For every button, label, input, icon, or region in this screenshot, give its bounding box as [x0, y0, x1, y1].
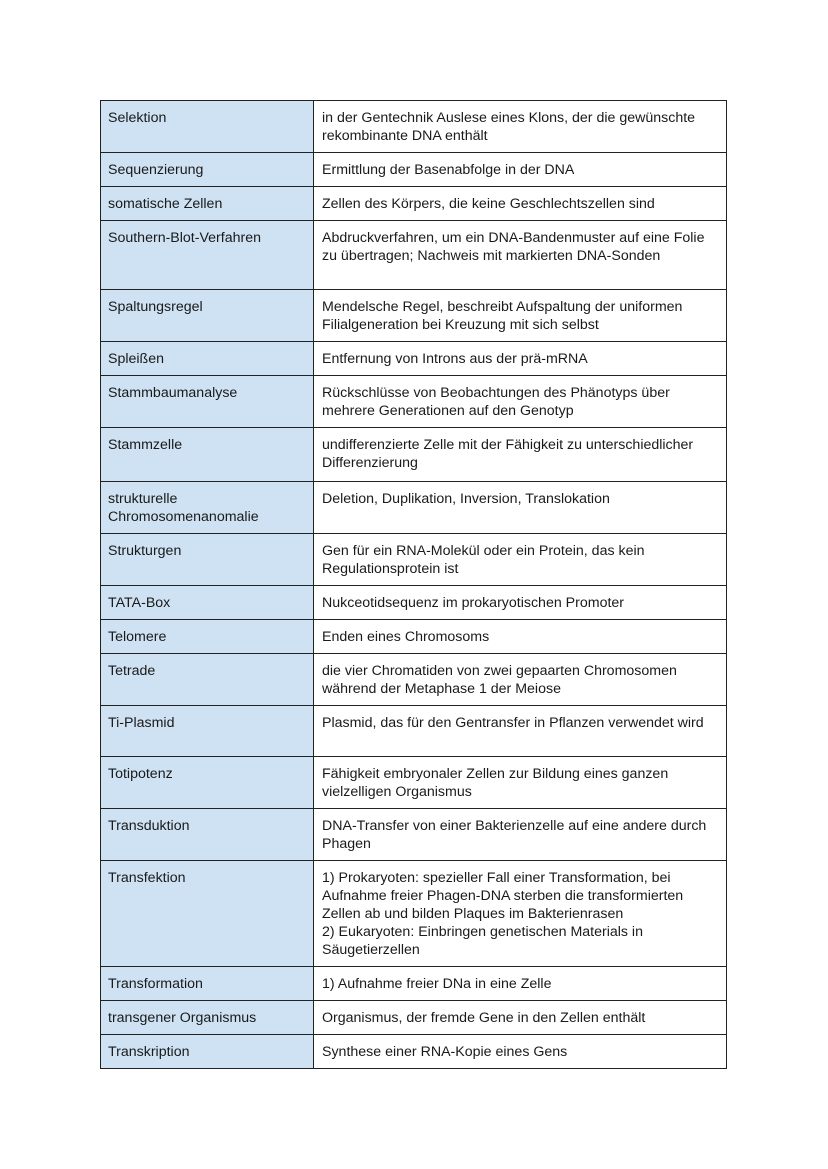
glossary-definition: 1) Prokaryoten: spezieller Fall einer Transformation, bei Aufnahme freier Phagen-DNA sterben die transformierten Zellen ab und bilden Plaques im Bakterienrasen 2) Eukaryoten: Einbringen genetischen Materials in Säugetierzellen	[314, 861, 727, 967]
glossary-term: Selektion	[101, 101, 314, 153]
table-row	[101, 290, 727, 342]
table-row	[101, 706, 727, 757]
glossary-definition: Fähigkeit embryonaler Zellen zur Bildung eines ganzen vielzelligen Organismus	[314, 757, 727, 809]
table-row	[101, 620, 727, 654]
table-row	[101, 101, 727, 153]
table-row	[101, 654, 727, 706]
table-row	[101, 187, 727, 221]
table-row	[101, 482, 727, 534]
glossary-term: strukturelle Chromosomenanomalie	[101, 482, 314, 534]
glossary-term: Totipotenz	[101, 757, 314, 809]
glossary-term: Strukturgen	[101, 534, 314, 586]
table-row	[101, 428, 727, 482]
glossary-term: Ti-Plasmid	[101, 706, 314, 757]
table-row	[101, 1035, 727, 1069]
table-row	[101, 861, 727, 967]
glossary-term: Transduktion	[101, 809, 314, 861]
table-row	[101, 221, 727, 290]
glossary-term: Stammbaumanalyse	[101, 376, 314, 428]
glossary-term: TATA-Box	[101, 586, 314, 620]
glossary-table	[100, 100, 727, 1069]
glossary-term: Sequenzierung	[101, 153, 314, 187]
glossary-term: Transkription	[101, 1035, 314, 1069]
glossary-term: Telomere	[101, 620, 314, 654]
glossary-definition: Mendelsche Regel, beschreibt Aufspaltung der uniformen Filialgeneration bei Kreuzung mit sich selbst	[314, 290, 727, 342]
glossary-definition: Zellen des Körpers, die keine Geschlechtszellen sind	[314, 187, 727, 221]
table-row	[101, 153, 727, 187]
glossary-definition: Entfernung von Introns aus der prä-mRNA	[314, 342, 727, 376]
table-row	[101, 1001, 727, 1035]
glossary-definition: Rückschlüsse von Beobachtungen des Phänotyps über mehrere Generationen auf den Genotyp	[314, 376, 727, 428]
table-row	[101, 757, 727, 809]
glossary-definition: Deletion, Duplikation, Inversion, Translokation	[314, 482, 727, 534]
glossary-term: Tetrade	[101, 654, 314, 706]
glossary-definition: die vier Chromatiden von zwei gepaarten Chromosomen während der Metaphase 1 der Meiose	[314, 654, 727, 706]
table-row	[101, 534, 727, 586]
glossary-definition: Gen für ein RNA-Molekül oder ein Protein, das kein Regulationsprotein ist	[314, 534, 727, 586]
glossary-definition: Plasmid, das für den Gentransfer in Pflanzen verwendet wird	[314, 706, 727, 757]
table-row	[101, 342, 727, 376]
table-row	[101, 967, 727, 1001]
glossary-term: somatische Zellen	[101, 187, 314, 221]
table-row	[101, 376, 727, 428]
glossary-definition: DNA-Transfer von einer Bakterienzelle auf eine andere durch Phagen	[314, 809, 727, 861]
glossary-definition: Ermittlung der Basenabfolge in der DNA	[314, 153, 727, 187]
glossary-definition: Synthese einer RNA-Kopie eines Gens	[314, 1035, 727, 1069]
table-row	[101, 809, 727, 861]
glossary-term: Transformation	[101, 967, 314, 1001]
glossary-term: transgener Organismus	[101, 1001, 314, 1035]
glossary-definition: in der Gentechnik Auslese eines Klons, der die gewünschte rekombinante DNA enthält	[314, 101, 727, 153]
table-row	[101, 586, 727, 620]
glossary-term: Spleißen	[101, 342, 314, 376]
glossary-term: Southern-Blot-Verfahren	[101, 221, 314, 290]
glossary-definition: Abdruckverfahren, um ein DNA-Bandenmuster auf eine Folie zu übertragen; Nachweis mit markierten DNA-Sonden	[314, 221, 727, 290]
glossary-definition: Organismus, der fremde Gene in den Zellen enthält	[314, 1001, 727, 1035]
glossary-definition: Enden eines Chromosoms	[314, 620, 727, 654]
glossary-term: Transfektion	[101, 861, 314, 967]
glossary-definition: 1) Aufnahme freier DNa in eine Zelle	[314, 967, 727, 1001]
glossary-definition: Nukceotidsequenz im prokaryotischen Promoter	[314, 586, 727, 620]
glossary-body	[101, 101, 727, 1069]
glossary-term: Stammzelle	[101, 428, 314, 482]
glossary-definition: undifferenzierte Zelle mit der Fähigkeit zu unterschiedlicher Differenzierung	[314, 428, 727, 482]
glossary-term: Spaltungsregel	[101, 290, 314, 342]
